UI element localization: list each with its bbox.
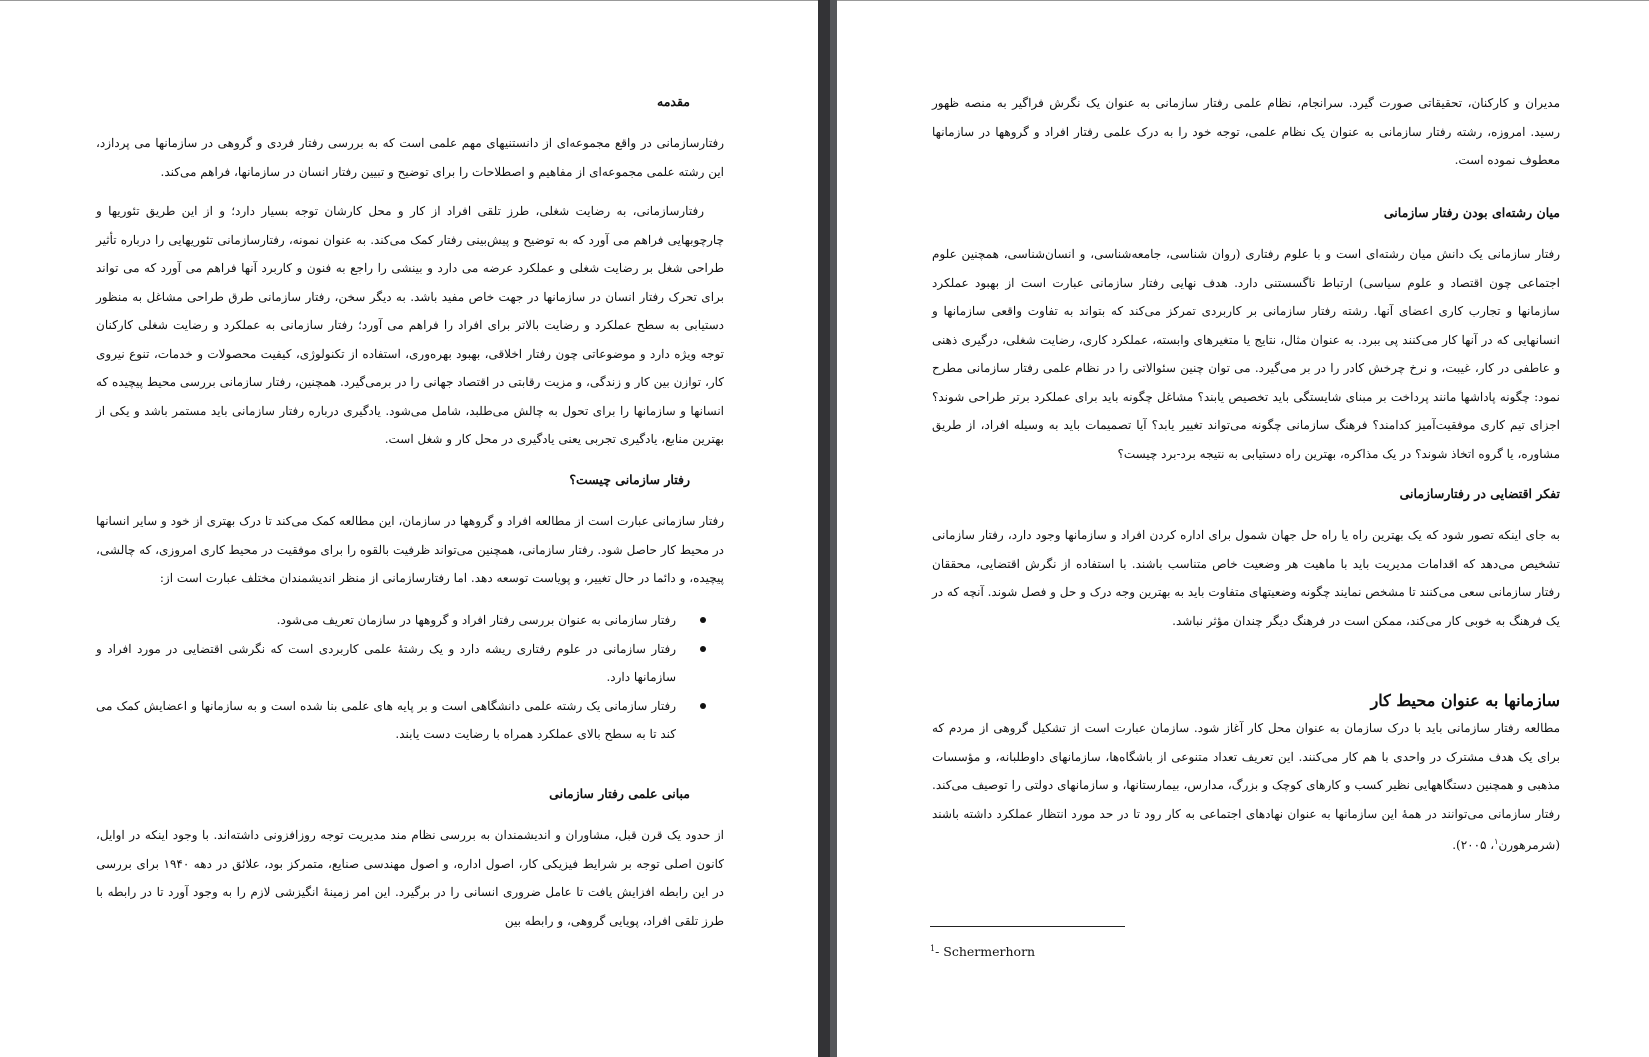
definitions-list <box>96 606 724 749</box>
definition-item-2: رفتار سازمانی در علوم رفتاری ریشه دارد و یک رشتهٔ علمی کاربردی است که نگرشی اقتضایی در مورد افراد و سازمانها دارد. <box>96 635 724 692</box>
intro-para-2-text: رفتارسازمانی، به رضایت شغلی، طرز تلقی افراد از کار و محل کارشان توجه بسیار دارد؛ و از این طریق تئوریها و چارچوبهایی فراهم می آورد که به توضیح و پیش‌بینی رفتار کمک می‌کند. به عنوان نمونه، رفتارسازمانی تئوریهایی را درباره تأثیر طراحی شغل بر رضایت شغلی و عملکرد عرضه می دارد و بینشی را راجع به فنون و کاربرد آنها فراهم می آورد که می تواند برای تحرک رفتار انسان در سازمانها در جهت خاص مفید باشد. به دیگر سخن، رفتار سازمانی طرق طراحی مشاغل به منظور دستیابی به سطح عملکرد و رضایت بالاتر برای افراد را فراهم می آورد؛ رفتار سازمانی به عملکرد و رضایت شغلی کارکنان توجه ویژه دارد و موضوعاتی چون رفتار اخلاقی، بهبود بهره‌وری، استفاده از تکنولوژی، کیفیت محصولات و خدمات، تنوع نیروی کار، توازن بین کار و زندگی، و مزیت رقابتی در اقتصاد جهانی را در برمی‌گیرد. همچنین، رفتار سازمانی بررسی محیط پیچیده که انسانها و سازمانها را برای تحول به چالش می‌طلبد، شامل می‌شود. یادگیری درباره رفتار سازمانی باید مستمر باشد و یکی از بهترین منابع، یادگیری تجربی یعنی یادگیری در محل کار و شغل است. <box>96 204 725 446</box>
definition-item-1: رفتار سازمانی به عنوان بررسی رفتار افراد و گروهها در سازمان تعریف می‌شود. <box>96 606 724 635</box>
what-is-para-text: رفتار سازمانی عبارت است از مطالعه افراد و گروهها در سازمان، این مطالعه کمک می‌کند تا درک بهتری از خود و سایر انسانها در محیط کار حاصل شود. رفتار سازمانی، همچنین می‌تواند ظرفیت بالقوه را برای موفقیت در محیط کاری امروزی، که چالشی، پیچیده، و دائما در حال تغییر، و پویاست توسعه دهد. اما رفتارسازمانی از منظر اندیشمندان مختلف عبارت است از: <box>96 514 724 585</box>
continuation-paragraph <box>932 89 1560 175</box>
citation-mark[interactable]: ۱ <box>1494 837 1499 846</box>
footnote <box>930 944 1035 959</box>
page-gutter <box>818 0 837 1057</box>
foundations-paragraph <box>96 821 724 935</box>
interdisciplinary-paragraph <box>932 240 1560 468</box>
workplace-body: مطالعه رفتار سازمانی باید با درک سازمان به عنوان محل کار آغاز شود. سازمان عبارت است از تشکیل گروهی از مردم که برای یک هدف مشترک در واحدی با هم کار می‌کنند. این تعریف تعداد متنوعی از باشگاه‌ها، سازمانهای داوطلبانه، و مؤسسات مذهبی و همچنین دستگاههایی نظیر کسب و کارهای کوچک و بزرگ، مدارس، بیمارستانها، و سازمانهای دولتی را توصیف می‌کند. رفتار سازمانی می‌توانند در همهٔ این سازمانها به عنوان نهادهای اجتماعی به کار رود تا در حد مورد انتظار عملکرد داشته باشند (شرمرهورن <box>932 721 1560 852</box>
heading-scientific-foundations: مبانی علمی رفتار سازمانی <box>549 786 690 801</box>
intro-para-1-text: رفتارسازمانی در واقع مجموعه‌ای از دانستنیهای مهم علمی است که به بررسی رفتار فردی و گروهی در سازمانها می پردازد، این رشته علمی مجموعه‌ای از مفاهیم و اصطلاحات را برای توضیح و تبیین رفتار انسان در سازمانها، فراهم می‌کند. <box>96 136 724 179</box>
heading-interdisciplinary: میان رشته‌ای بودن رفتار سازمانی <box>1383 205 1560 220</box>
footnote-mark: 1 <box>930 944 936 953</box>
heading-contingency: تفکر اقتضایی در رفتارسازمانی <box>1399 486 1560 501</box>
page-top-border <box>0 0 818 1</box>
right-page <box>837 0 1649 1057</box>
intro-paragraph-2 <box>96 197 724 454</box>
page-top-border <box>837 0 1649 1</box>
citation-tail: ، ۲۰۰۵). <box>1452 838 1495 852</box>
heading-intro: مقدمه <box>657 94 690 109</box>
footnote-text: - Schermerhorn <box>935 944 1036 960</box>
what-is-paragraph <box>96 507 724 593</box>
definition-item-3: رفتار سازمانی یک رشته علمی دانشگاهی است و بر پایه های علمی بنا شده است و به سازمانها و اعضایش کمک می کند تا به سطح بالای عملکرد همراه با رضایت دست یابند. <box>96 692 724 749</box>
contingency-paragraph <box>932 521 1560 635</box>
workplace-text <box>932 714 1560 860</box>
footnote-separator <box>930 926 1125 927</box>
workplace-paragraph <box>932 714 1560 860</box>
interdisciplinary-text: رفتار سازمانی یک دانش میان رشته‌ای است و با علوم رفتاری (روان شناسی، جامعه‌شناسی، و انسان‌شناسی، همچنین علوم اجتماعی چون اقتصاد و علوم سیاسی) ارتباط ناگسستنی دارد. هدف نهایی رفتار سازمانی عبارت است از بهبود عملکرد سازمانها و تجارب کاری اعضای آنها. رشته رفتار سازمانی بر کاربردی تمرکز می‌کند که بتواند به تفاوت واقعی سازمانها و انسانهایی که در آنها کار می‌کنند پی ببرد. به عنوان مثال، نتایج یا متغیرهای وابسته، عملکرد کاری، رضایت شغلی، درگیری ذهنی و عاطفی در کار، غیبت، و نرخ چرخش کادر را در بر می‌گیرد. می توان چنین سئوالاتی را در نظام علمی رفتار سازمانی مطرح نمود: چگونه پاداشها مانند پرداخت بر مبنای شایستگی باید تخصیص یابند؟ مشاغل چگونه باید برای عملکرد برتر طراحی شوند؟ اجزای تیم کاری موفقیت‌آمیز کدامند؟ فرهنگ سازمانی چگونه می‌تواند تغییر یابد؟ آیا تصمیمات باید به وسیله افراد، از طریق مشاوره، یا گروه اتخاذ شوند؟ در یک مذاکره، بهترین راه دستیابی به نتیجه برد-برد چیست؟ <box>932 247 1560 461</box>
intro-paragraph-1 <box>96 129 724 186</box>
left-page <box>0 0 818 1057</box>
contingency-text: به جای اینکه تصور شود که یک بهترین راه یا راه حل جهان شمول برای اداره کردن افراد و سازمانها وجود دارد، رفتار سازمانی تشخیص می‌دهد که اقدامات مدیریت باید با ماهیت هر وضعیت خاص متناسب باشند. با استفاده از نگرش اقتضایی، محققان رفتار سازمانی سعی می‌کنند تا مشخص نمایند چگونه وضعیتهای متفاوت باید به بهترین وجه درک و حل و فصل شوند. آنچه که در یک فرهنگ به خوبی کار می‌کند، ممکن است در فرهنگ دیگر چندان مؤثر نباشد. <box>932 528 1560 628</box>
continuation-text: مدیران و کارکنان، تحقیقاتی صورت گیرد. سرانجام، نظام علمی رفتار سازمانی به عنوان یک نگرش فراگیر به منصه ظهور رسید. امروزه، رشته رفتار سازمانی به عنوان یک نظام علمی، توجه خود را به درک علمی رفتار افراد و گروهها در سازمانها معطوف نموده است. <box>932 96 1561 167</box>
heading-workplace: سازمانها به عنوان محیط کار <box>1370 691 1560 710</box>
foundations-para-text: از حدود یک قرن قبل، مشاوران و اندیشمندان به بررسی نظام مند مدیریت توجه روزافزونی داشته‌اند. با وجود اینکه در اوایل، کانون اصلی توجه بر شرایط فیزیکی کار، اصول اداره، و اصول مهندسی صنایع، متمرکز بود، علائق در دهه ۱۹۴۰ برای بررسی در این رابطه افزایش یافت تا عامل ضروری انسانی را در برگیرد. این امر زمینهٔ انگیزشی لازم را به وجود آورد تا در رابطه با طرز تلقی افراد، پویایی گروهی، و رابطه بین <box>96 828 724 928</box>
heading-what-is-ob: رفتار سازمانی چیست؟ <box>569 472 690 487</box>
